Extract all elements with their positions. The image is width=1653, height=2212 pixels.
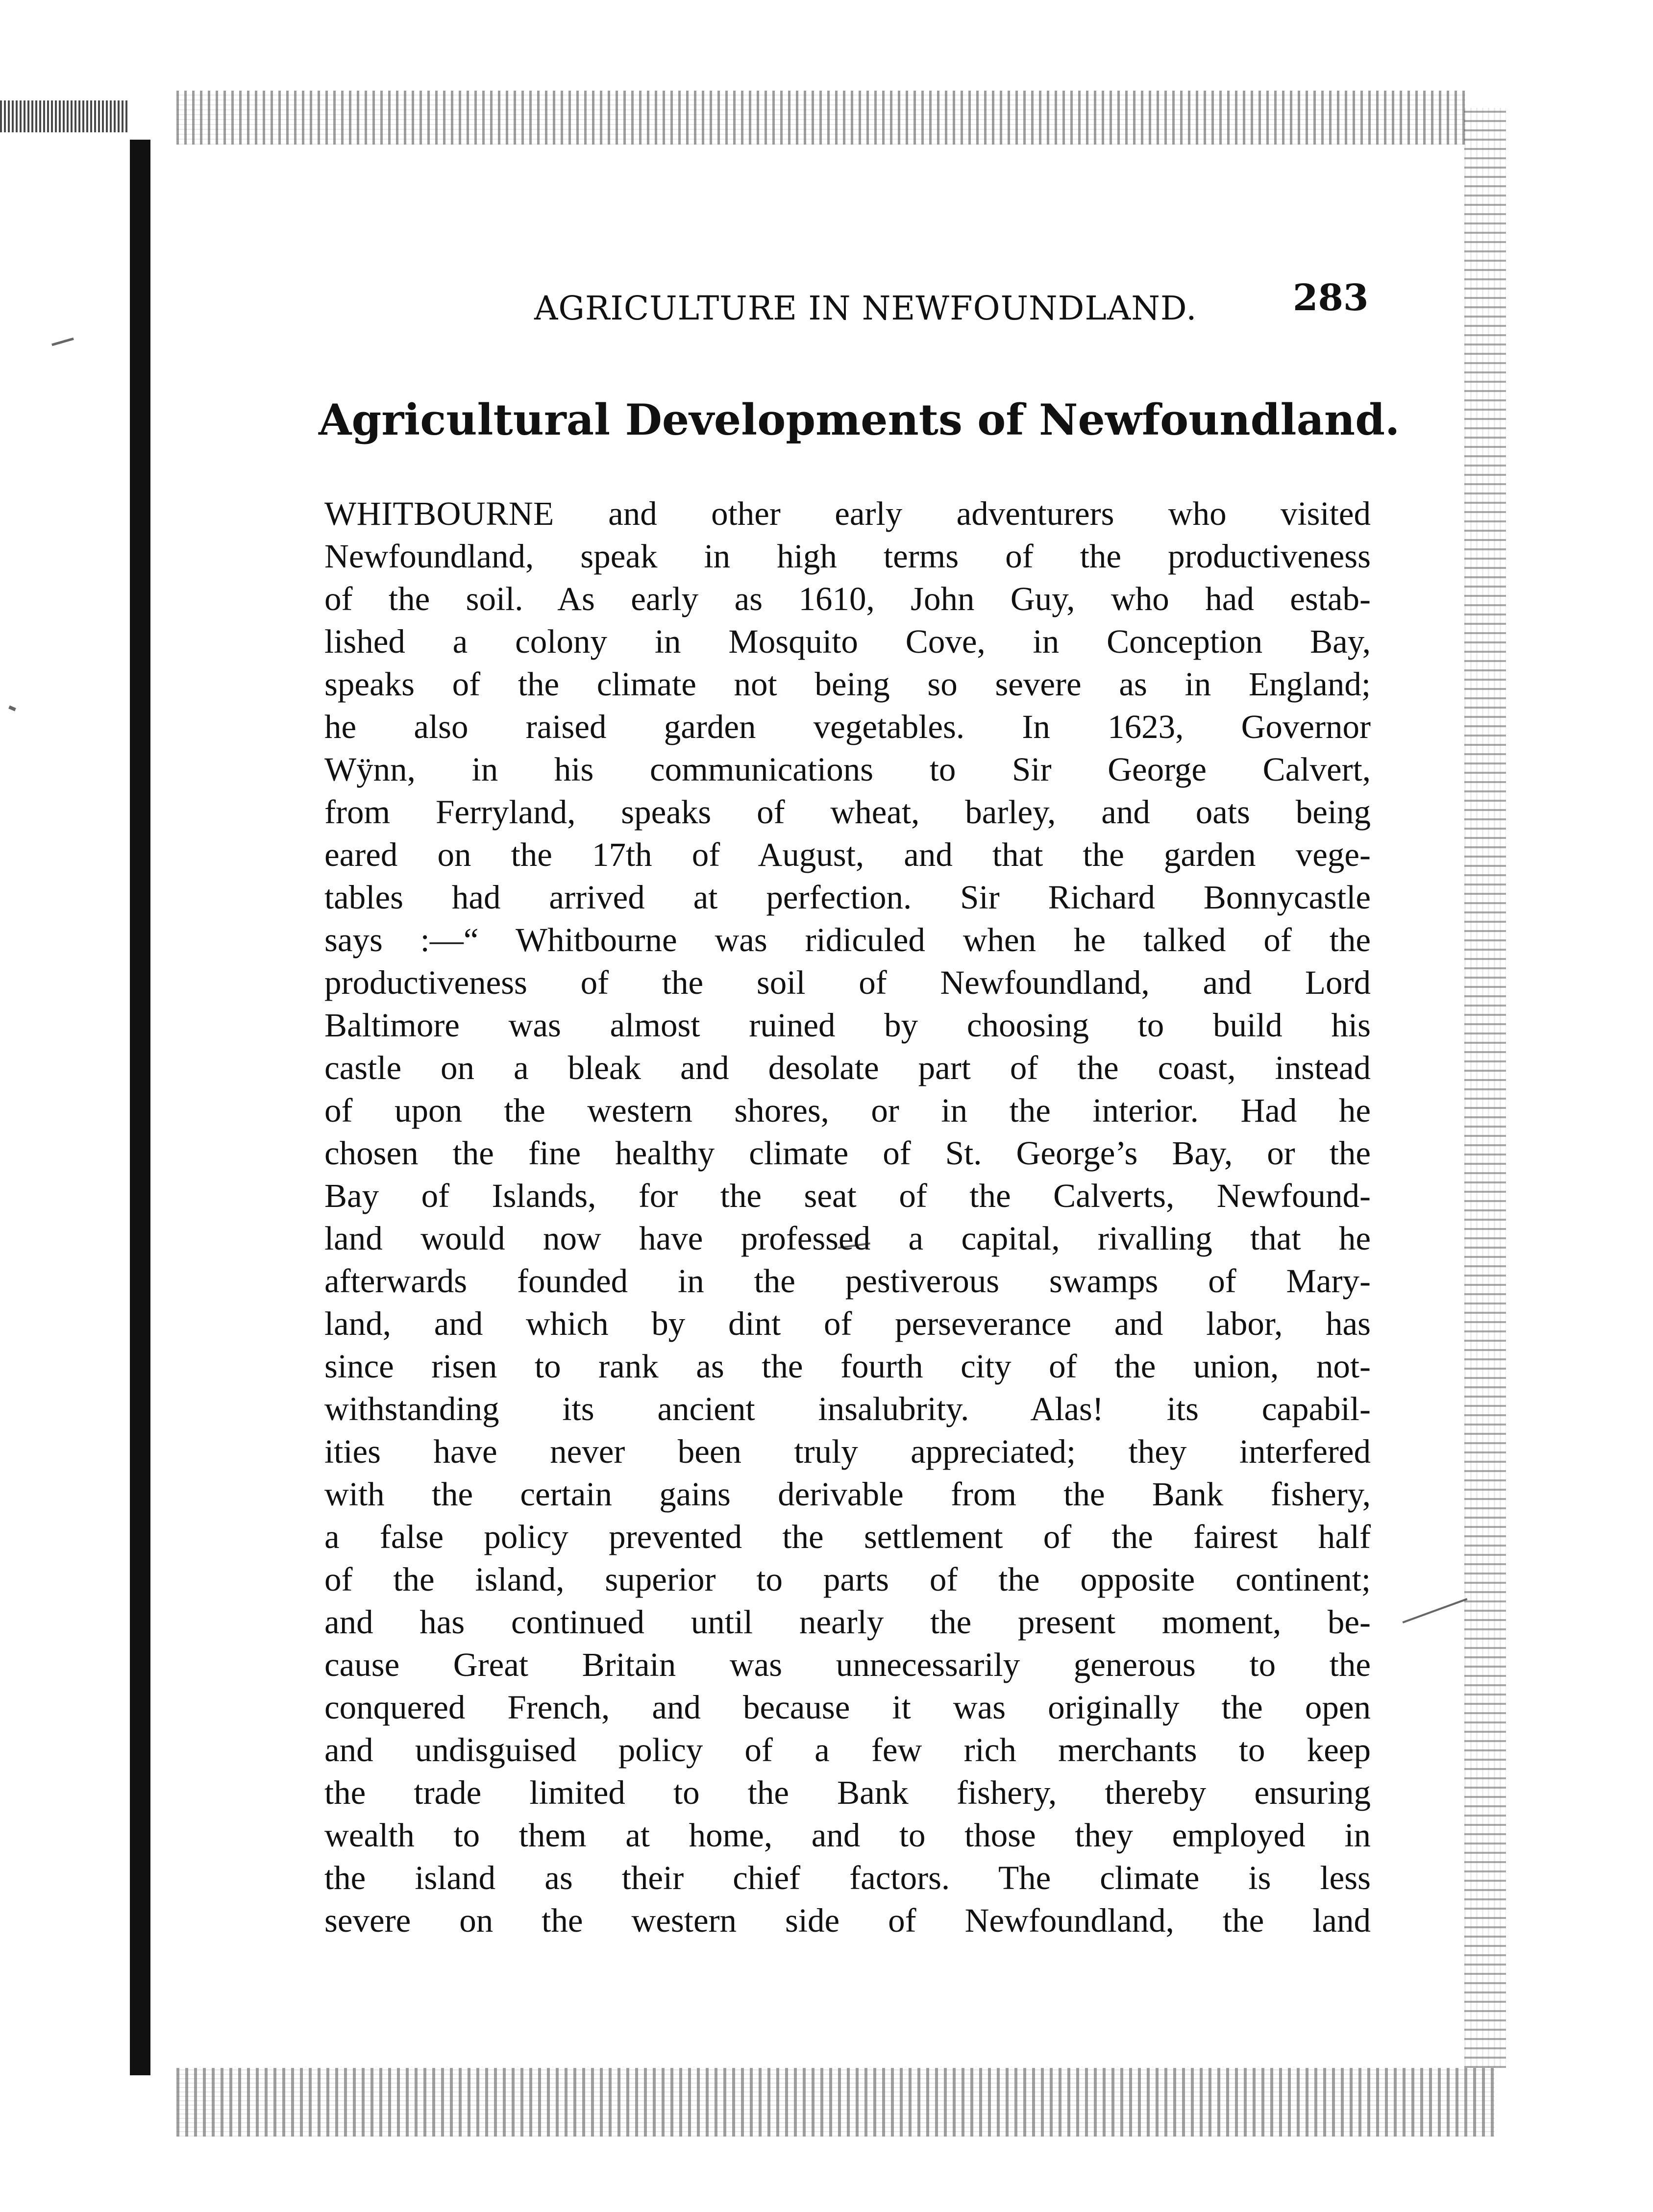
body-line <box>324 492 1371 535</box>
scan-mark <box>1403 1598 1468 1623</box>
body-line: and has continued until nearly the present moment, be- <box>324 1603 1371 1641</box>
body-line: of the soil. As early as 1610, John Guy, who had estab- <box>324 580 1371 617</box>
body-line: he also raised garden vegetables. In 1623, Governor <box>324 708 1371 745</box>
line-text: and other early adventurers who visited <box>608 495 1371 532</box>
scan-bottom-noise <box>176 2068 1495 2137</box>
body-line: from Ferryland, speaks of wheat, barley, and oats being <box>324 793 1371 831</box>
body-line: Wÿnn, in his communications to Sir George Calvert, <box>324 751 1371 788</box>
body-line: chosen the fine healthy climate of St. George’s Bay, or the <box>324 1134 1371 1172</box>
scan-right-noise <box>1464 108 1506 2068</box>
scan-top-noise <box>176 91 1465 145</box>
body-line: severe on the western side of Newfoundland, the land <box>324 1902 1371 1939</box>
body-line: the trade limited to the Bank fishery, thereby ensuring <box>324 1774 1371 1811</box>
article-title: Agricultural Developments of Newfoundland. <box>319 394 1400 445</box>
body-line: with the certain gains derivable from the Bank fishery, <box>324 1475 1371 1513</box>
body-line: wealth to them at home, and to those they employed in <box>324 1817 1371 1854</box>
scan-mark <box>51 338 74 346</box>
body-line: of upon the western shores, or in the interior. Had he <box>324 1092 1371 1129</box>
body-line: land, and which by dint of perseverance and labor, has <box>324 1305 1371 1342</box>
body-line: castle on a bleak and desolate part of the coast, instead <box>324 1049 1371 1086</box>
body-line: Newfoundland, speak in high terms of the productiveness <box>324 538 1371 575</box>
top-left-smudge <box>0 100 127 132</box>
body-line: land would now have professed a capital, rivalling that he <box>324 1220 1371 1257</box>
body-line: a false policy prevented the settlement of the fairest half <box>324 1518 1371 1555</box>
body-text <box>324 492 1371 1942</box>
body-line: tables had arrived at perfection. Sir Richard Bonnycastle <box>324 879 1371 916</box>
page-number: 283 <box>1293 277 1369 319</box>
body-line: withstanding its ancient insalubrity. Alas! its capabil- <box>324 1390 1371 1427</box>
running-head: AGRICULTURE IN NEWFOUNDLAND. <box>534 289 1197 327</box>
body-line: and undisguised policy of a few rich merchants to keep <box>324 1731 1371 1769</box>
scan-mark <box>8 705 16 711</box>
body-line: productiveness of the soil of Newfoundland, and Lord <box>324 964 1371 1001</box>
body-line: Bay of Islands, for the seat of the Calverts, Newfound- <box>324 1177 1371 1214</box>
lead-word: WHITBOURNE <box>324 495 554 532</box>
body-line: since risen to rank as the fourth city of the union, not- <box>324 1348 1371 1385</box>
body-line: cause Great Britain was unnecessarily generous to the <box>324 1646 1371 1683</box>
body-line: afterwards founded in the pestiverous swamps of Mary- <box>324 1262 1371 1300</box>
body-line: says :—“ Whitbourne was ridiculed when he talked of the <box>324 921 1371 959</box>
body-line: speaks of the climate not being so severe as in England; <box>324 665 1371 703</box>
body-line: lished a colony in Mosquito Cove, in Conception Bay, <box>324 623 1371 660</box>
body-line: eared on the 17th of August, and that the garden vege- <box>324 836 1371 873</box>
page-left-bar <box>130 140 150 2075</box>
body-line: ities have never been truly appreciated; they interfered <box>324 1433 1371 1470</box>
body-line: of the island, superior to parts of the opposite continent; <box>324 1561 1371 1598</box>
body-line: Baltimore was almost ruined by choosing to build his <box>324 1007 1371 1044</box>
body-line: the island as their chief factors. The climate is less <box>324 1859 1371 1896</box>
body-line: conquered French, and because it was originally the open <box>324 1689 1371 1726</box>
